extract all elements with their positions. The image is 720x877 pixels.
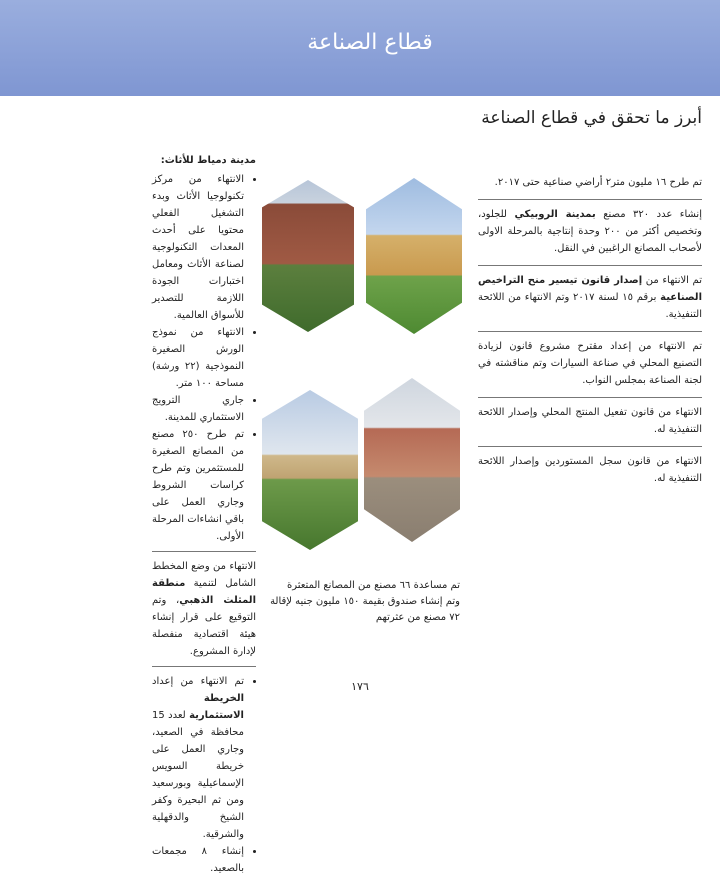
factory-building-photo [262,180,354,332]
achievement-item: إنشاء عدد ٣٢٠ مصنع بمدينة الروبيكي للجلود، وتخصيص أكثر من ٢٠٠ وحدة إنتاجية بالمرحلة الاولى لأصحاب المصانع الراغبين في النقل. [478,199,702,265]
achievement-item: تم الانتهاء من إصدار قانون تيسير منح التراخيص الصناعية برقم ١٥ لسنة ٢٠١٧ وتم الانتهاء من اللائحة التنفيذية. [478,265,702,331]
achievements-heading: أبرز ما تحقق في قطاع الصناعة [481,108,702,128]
damietta-bullet: • الانتهاء من مركز تكنولوجيا الأثاث وبدء التشغيل الفعلي محتويا على أحدث المعدات التكنولوجية لصناعة الأثاث ومعامل اختبارات الجودة اللازمة للتصدير للأسواق العالمية. [152,171,244,324]
achievements-column [478,108,702,495]
damietta-bullet: • تم طرح ٢٥٠ مصنع من المصانع الصغيرة للمستثمرين وتم طرح كراسات الشروط وجاري العمل على باقي انشاءات المرحلة الأولى. [152,426,244,545]
investment-map-block [152,673,256,877]
industrial-zone-photo [262,390,358,550]
damietta-block [152,152,256,545]
page-number: ١٧٦ [351,680,369,693]
achievement-item: الانتهاء من قانون تفعيل المنتج المحلي وإصدار اللائحة التنفيذية له. [478,397,702,446]
projects-column [152,152,256,877]
damietta-title: مدينة دمياط للأثاث: [160,155,256,166]
golden-triangle-block: الانتهاء من وضع المخطط الشامل لتنمية منطقة المثلث الذهبي، وتم التوقيع على قرار إنشاء هيئة اقتصادية منفصلة لإدارة المشروع. [152,561,256,657]
investment-bullet: • إنشاء ٨ مجمعات بالصعيد. [152,843,244,877]
workshops-street-photo [364,378,460,542]
industrial-complex-photo [366,178,462,334]
investment-bullet: • تم الانتهاء من إعداد الخريطة الاستثمارية لعدد 15 محافظة في الصعيد، وجاري العمل على خريطة السويس الإسماعيلية وبورسعيد ومن ثم البحيرة وكفر الشيخ والدقهلية والشرقية. [152,673,244,843]
header-banner [0,0,720,96]
divider [152,551,256,552]
damietta-bullet: • الانتهاء من نموذج الورش الصغيرة النموذجية (٢٢ ورشة) مساحة ١٠٠ متر. [152,324,244,392]
achievement-item: الانتهاء من قانون سجل المستوردين وإصدار اللائحة التنفيذية له. [478,446,702,495]
photo-caption: تم مساعدة ٦٦ مصنع من المصانع المتعثرة وتم إنشاء صندوق بقيمة ١٥٠ مليون جنيه لإقالة ٧٢ مصنع من عثرتهم [270,580,460,623]
page-title: قطاع الصناعة [307,30,433,55]
damietta-bullet: • جاري الترويج الاستثماري للمدينة. [152,392,244,426]
divider [152,666,256,667]
achievement-item: تم طرح ١٦ مليون متر٢ أراضي صناعية حتى ٢٠١٧. [494,177,702,188]
achievement-item: تم الانتهاء من إعداد مقترح مشروع قانون لزيادة التصنيع المحلي في صناعة السيارات وتم مناقشته في لجنة الصناعة بمجلس النواب. [478,331,702,397]
